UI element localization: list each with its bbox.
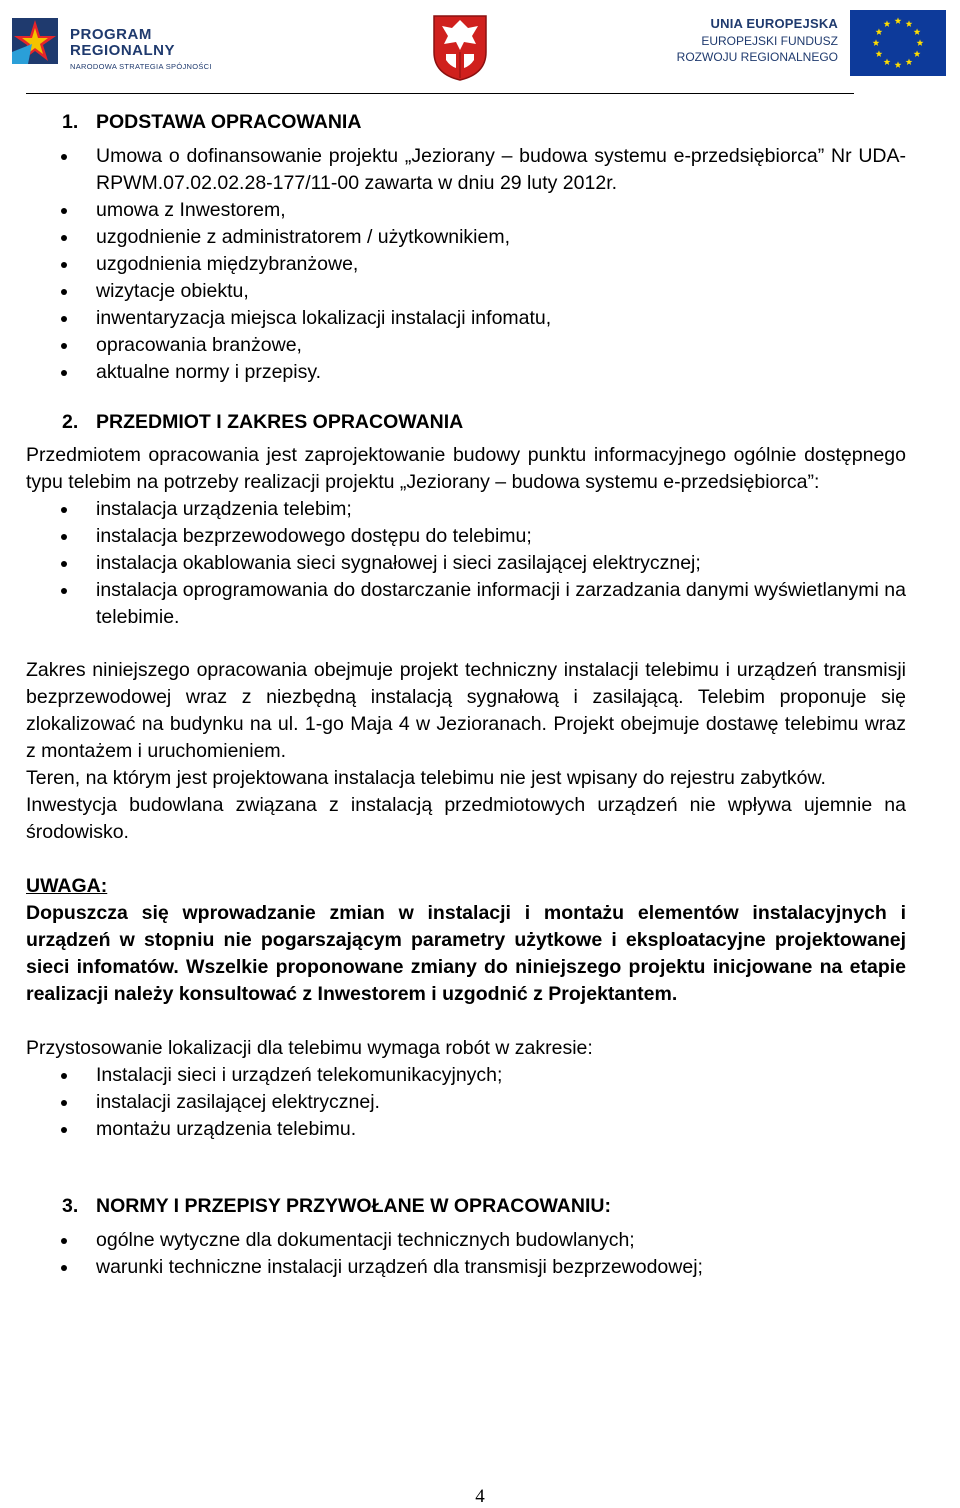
scope-paragraph: Zakres niniejszego opracowania obejmuje projekt techniczny instalacji telebimu i urządzeń transmisji bezprzewodowej wraz z niezbędną instalacją sygnałową i zasilającą. Telebim proponuje się zlokalizować na budynku na ul. 1-go Maja 4 w Jezioranach. Projekt obejmuje dostawę telebimu wraz z montażem i uruchomieniem. (26, 659, 906, 762)
bullet-icon (61, 289, 67, 295)
eu-flag-icon (850, 10, 946, 76)
section3-list (26, 1227, 906, 1281)
list-item: montażu urządzenia telebimu. (26, 1116, 906, 1143)
program-logo-line1: PROGRAM (70, 26, 152, 43)
environment-paragraph: Inwestycja budowlana związana z instalacją przedmiotowych urządzeń nie wpływa ujemnie na środowisko. (26, 794, 906, 843)
header-divider (26, 93, 854, 94)
document-body (26, 100, 906, 1281)
bullet-icon (61, 1100, 67, 1106)
list-item: ogólne wytyczne dla dokumentacji technicznych budowlanych; (26, 1227, 906, 1254)
section3-title: NORMY I PRZEPISY PRZYWOŁANE W OPRACOWANIU: (96, 1195, 611, 1217)
warning-label: UWAGA: (26, 875, 108, 897)
program-star-icon (8, 14, 62, 68)
section2-heading (26, 409, 906, 436)
section2-intro: Przedmiotem opracowania jest zaprojektowanie budowy punktu informacyjnego ogólnie dostępnego typu telebim na potrzeby realizacji projektu „Jeziorany – budowa systemu e-przedsiębiorca”: (26, 444, 906, 493)
section1-list (26, 143, 906, 386)
bullet-icon (61, 208, 67, 214)
list-item: aktualne normy i przepisy. (26, 359, 906, 386)
bullet-icon (61, 343, 67, 349)
eu-logo-line3: ROZWOJU REGIONALNEGO (676, 50, 838, 64)
list-item: instalacja urządzenia telebim; (26, 496, 906, 523)
bullet-icon (61, 316, 67, 322)
list-item: inwentaryzacja miejsca lokalizacji instalacji infomatu, (26, 305, 906, 332)
list-item: instalacja bezprzewodowego dostępu do telebimu; (26, 523, 906, 550)
section2-list (26, 496, 906, 631)
bullet-icon (61, 1238, 67, 1244)
list-item: umowa z Inwestorem, (26, 197, 906, 224)
section3-number: 3. (62, 1195, 79, 1217)
eu-logo (676, 10, 946, 78)
bullet-icon (61, 1073, 67, 1079)
eu-logo-line1: UNIA EUROPEJSKA (710, 16, 838, 31)
bullet-icon (61, 507, 67, 513)
heritage-paragraph: Teren, na którym jest projektowana instalacja telebimu nie jest wpisany do rejestru zabytków. (26, 767, 826, 789)
bullet-icon (61, 262, 67, 268)
program-logo-line2: REGIONALNY (70, 42, 176, 59)
eu-logo-line2: EUROPEJSKI FUNDUSZ (701, 34, 838, 48)
bullet-icon (61, 154, 67, 160)
section1-title: PODSTAWA OPRACOWANIA (96, 111, 362, 133)
bullet-icon (61, 370, 67, 376)
works-intro: Przystosowanie lokalizacji dla telebimu wymaga robót w zakresie: (26, 1037, 593, 1059)
list-item: instalacja okablowania sieci sygnałowej i sieci zasilającej elektrycznej; (26, 550, 906, 577)
bullet-icon (61, 561, 67, 567)
list-item: instalacji zasilającej elektrycznej. (26, 1089, 906, 1116)
section2-title: PRZEDMIOT I ZAKRES OPRACOWANIA (96, 411, 464, 433)
bullet-icon (61, 1127, 67, 1133)
section1-heading (26, 109, 906, 136)
bullet-icon (61, 235, 67, 241)
works-list (26, 1062, 906, 1143)
list-item: wizytacje obiektu, (26, 278, 906, 305)
list-item: uzgodnienie z administratorem / użytkownikiem, (26, 224, 906, 251)
program-logo-line3: NARODOWA STRATEGIA SPÓJNOŚCI (70, 62, 212, 71)
bullet-icon (61, 1265, 67, 1271)
bullet-icon (61, 534, 67, 540)
list-item: instalacja oprogramowania do dostarczanie informacji i zarzadzania danymi wyświetlanymi na telebimie. (26, 577, 906, 631)
list-item: uzgodnienia międzybranżowe, (26, 251, 906, 278)
list-item: warunki techniczne instalacji urządzeń dla transmisji bezprzewodowej; (26, 1254, 906, 1281)
program-regionalny-logo (8, 12, 238, 74)
section3-heading (26, 1193, 906, 1220)
page-number: 4 (475, 1486, 485, 1507)
list-item: opracowania branżowe, (26, 332, 906, 359)
warmia-mazury-crest-icon (430, 12, 490, 82)
list-item: Umowa o dofinansowanie projektu „Jeziorany – budowa systemu e-przedsiębiorca” Nr UDA-RPWM.07.02.02.28-177/11-00 zawarta w dniu 29 luty 2012r. (26, 143, 906, 197)
section1-number: 1. (62, 111, 79, 133)
warning-text: Dopuszcza się wprowadzanie zmian w instalacji i montażu elementów instalacyjnych i urządzeń w stopniu nie pogarszającym parametry użytkowe i eksploatacyjne projektowanej sieci infomatów. Wszelkie proponowane zmiany do niniejszego projektu inicjowane na etapie realizacji należy konsultować z Inwestorem i uzgodnić z Projektantem. (26, 902, 906, 1005)
section2-number: 2. (62, 411, 79, 433)
list-item: Instalacji sieci i urządzeń telekomunikacyjnych; (26, 1062, 906, 1089)
bullet-icon (61, 588, 67, 594)
